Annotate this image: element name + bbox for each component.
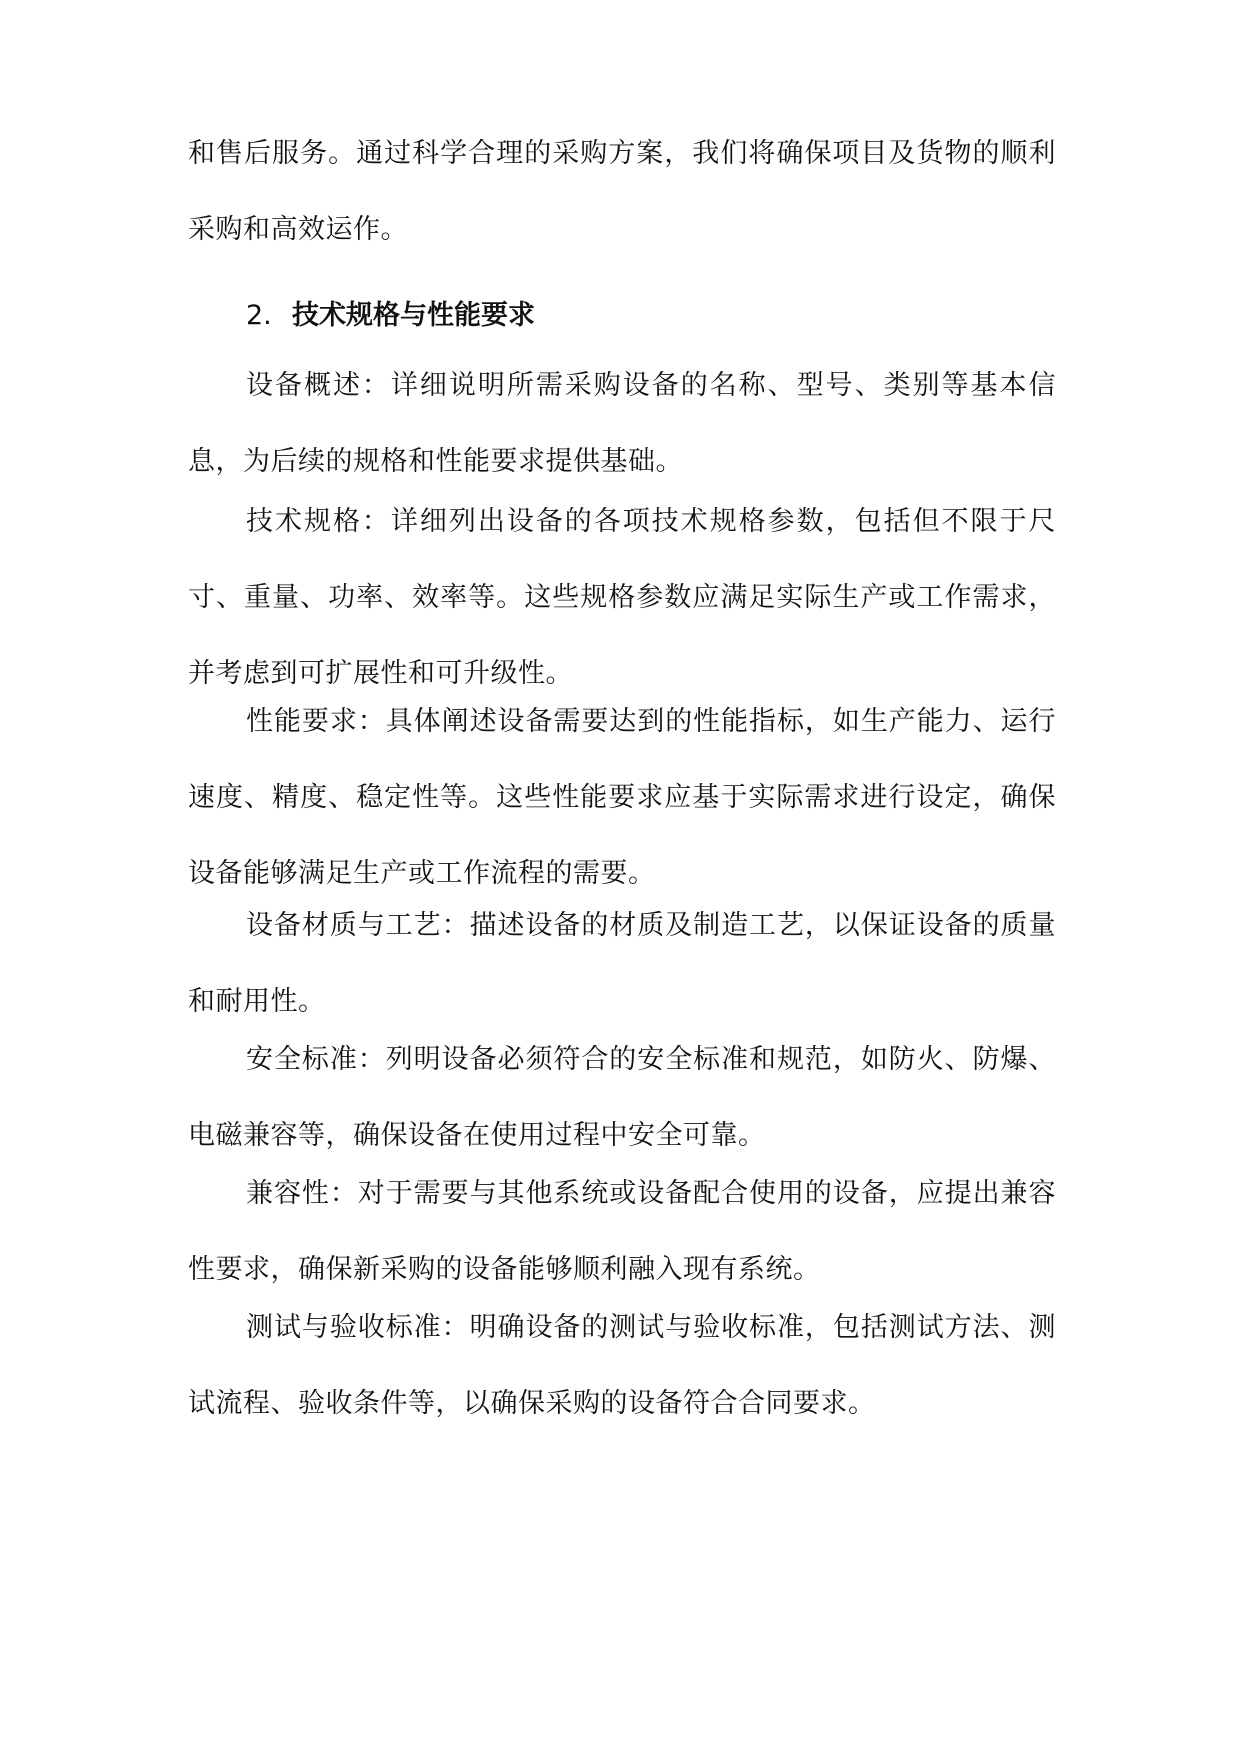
section-number: 2. [246,300,272,331]
paragraph-testing-acceptance: 测试与验收标准：明确设备的测试与验收标准，包括测试方法、测试流程、验收条件等，以确保采购的设备符合合同要求。 [188,1312,1056,1419]
paragraph-compatibility: 兼容性：对于需要与其他系统或设备配合使用的设备，应提出兼容性要求，确保新采购的设备能够顺利融入现有系统。 [188,1178,1056,1285]
paragraph-technical-specs: 技术规格：详细列出设备的各项技术规格参数，包括但不限于尺寸、重量、功率、效率等。这些规格参数应满足实际生产或工作需求，并考虑到可扩展性和可升级性。 [188,506,1056,689]
paragraph-equipment-overview: 设备概述：详细说明所需采购设备的名称、型号、类别等基本信息，为后续的规格和性能要求提供基础。 [188,370,1056,477]
section-heading [246,286,1046,346]
paragraph-performance-requirements: 性能要求：具体阐述设备需要达到的性能指标，如生产能力、运行速度、精度、稳定性等。这些性能要求应基于实际需求进行设定，确保设备能够满足生产或工作流程的需要。 [188,706,1056,889]
paragraph-safety-standards: 安全标准：列明设备必须符合的安全标准和规范，如防火、防爆、电磁兼容等，确保设备在使用过程中安全可靠。 [188,1044,1056,1151]
section-title: 技术规格与性能要求 [292,300,535,331]
intro-paragraph: 和售后服务。通过科学合理的采购方案，我们将确保项目及货物的顺利采购和高效运作。 [188,138,1056,245]
paragraph-material-process: 设备材质与工艺：描述设备的材质及制造工艺，以保证设备的质量和耐用性。 [188,910,1056,1017]
